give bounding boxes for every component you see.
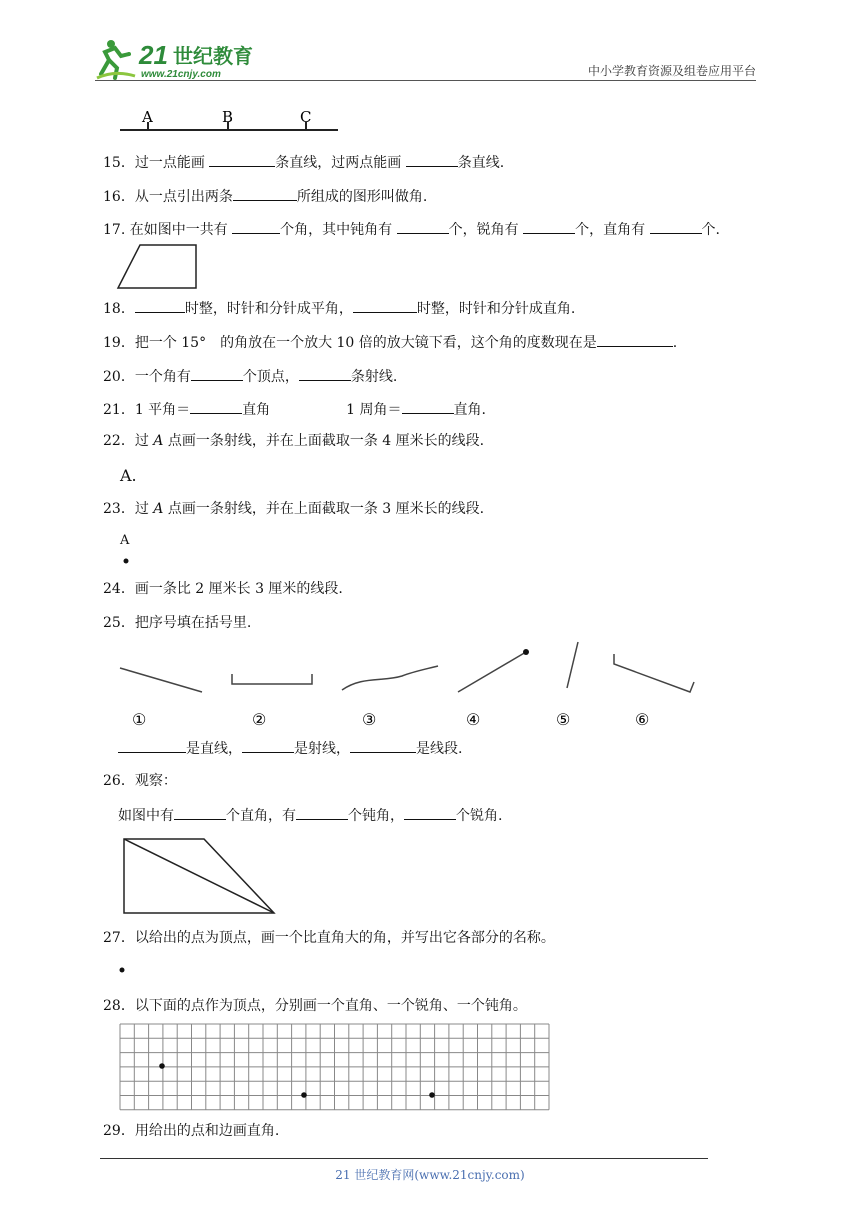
answer-blank[interactable] [402,399,454,414]
answer-blank[interactable] [350,738,416,753]
question-26-title: 26．观察： [103,773,177,789]
point-a-q23: A [120,533,130,548]
answer-blank[interactable] [650,219,702,234]
question-28: 28．以下面的点作为顶点，分别画一个直角、一个锐角、一个钝角。 [103,998,527,1014]
answer-blank[interactable] [191,366,243,381]
platform-title: 中小学教育资源及组卷应用平台 [587,64,756,78]
answer-blank[interactable] [232,219,280,234]
answer-blank[interactable] [296,805,348,820]
question-22: 22．过 A 点画一条射线，并在上面截取一条 4 厘米长的线段. [103,433,485,449]
question-21: 21．1 平角＝ 直角 1 周角＝ 直角. [103,399,486,419]
answer-blank[interactable] [353,298,417,313]
point-a-q22: A. [120,466,137,485]
answer-blank[interactable] [597,332,673,347]
label-6: ⑥ [635,710,650,729]
answer-blank[interactable] [135,298,185,313]
label-5: ⑤ [556,710,571,729]
answer-blank[interactable] [523,219,575,234]
grid-dot [429,1092,435,1098]
label-1: ① [132,710,147,729]
lines-figure [112,636,712,732]
abc-line-figure [118,104,348,134]
answer-blank[interactable] [118,738,186,753]
question-20: 20．一个角有 个顶点， 条射线. [103,366,397,386]
answer-blank[interactable] [299,366,351,381]
logo-url: www.21cnjy.com [141,69,221,80]
runner-icon [97,40,135,78]
trapezoid-diagonal-figure [122,837,278,917]
point-c-label: C [300,108,312,126]
label-4: ④ [466,710,481,729]
question-25-answers: 是直线， 是射线， 是线段. [118,738,462,758]
question-16: 16．从一点引出两条 所组成的图形叫做角. [103,186,427,206]
question-26: 如图中有 个直角，有 个钝角， 个锐角. [118,805,502,825]
point-b-label: B [222,108,234,126]
site-logo [95,34,265,84]
question-25: 25．把序号填在括号里. [103,615,252,631]
logo-number: 21 [139,40,168,70]
question-17: 17. 在如图中一共有 个角，其中钝角有 个，锐角有 个，直角有 个. [103,219,720,239]
dot-q23 [122,557,130,565]
question-27: 27．以给出的点为顶点，画一个比直角大的角，并写出它各部分的名称。 [103,930,555,946]
answer-blank[interactable] [209,152,275,167]
answer-blank[interactable] [242,738,294,753]
grid-dot [159,1063,165,1069]
answer-blank[interactable] [404,805,456,820]
footer-divider [100,1158,708,1159]
answer-blank[interactable] [397,219,449,234]
grid-figure [119,1023,561,1111]
footer-text: 21 世纪教育网(www.21cnjy.com) [335,1168,525,1182]
logo-chinese: 世纪教育 [173,44,253,68]
label-3: ③ [362,710,377,729]
question-23: 23．过 A 点画一条射线，并在上面截取一条 3 厘米长的线段. [103,501,485,517]
dot-q27 [118,966,126,974]
trapezoid-figure [116,243,200,291]
answer-blank[interactable] [406,152,458,167]
answer-blank[interactable] [174,805,226,820]
grid-dot [301,1092,307,1098]
answer-blank[interactable] [190,399,242,414]
question-24: 24．画一条比 2 厘米长 3 厘米的线段. [103,581,343,597]
point-a-label: A [142,108,153,126]
header-divider [95,80,756,81]
answer-blank[interactable] [233,186,297,201]
question-18: 18． 时整，时针和分针成平角， 时整，时针和分针成直角. [103,298,575,318]
question-19: 19．把一个 15° 的角放在一个放大 10 倍的放大镜下看，这个角的度数现在是 . [103,332,677,352]
question-15: 15．过一点能画 条直线，过两点能画 条直线. [103,152,504,172]
label-2: ② [252,710,267,729]
question-29: 29．用给出的点和边画直角. [103,1123,280,1139]
